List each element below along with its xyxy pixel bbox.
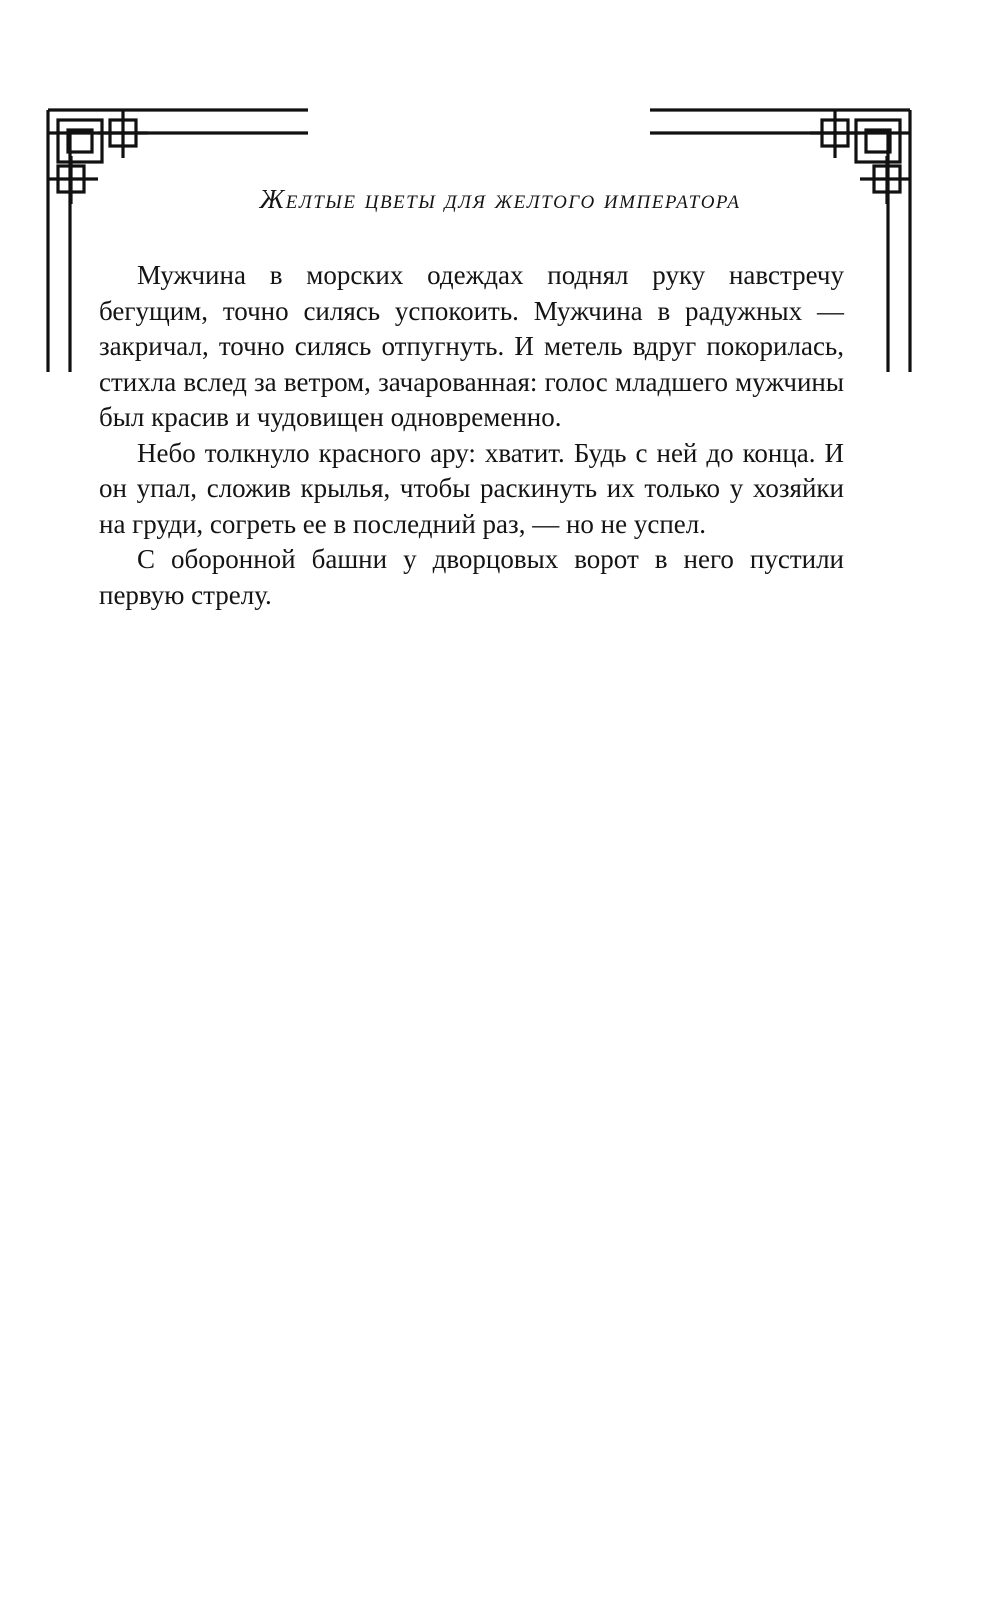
body-text [99,258,844,613]
running-title: Желтые цветы для желтого императора [259,184,741,214]
paragraph: С оборонной башни у дворцовых ворот в него пустили первую стрелу. [99,544,844,610]
paragraph: Мужчина в морских одеждах поднял руку навстречу бегущим, точно силясь успокоить. Мужчина в радужных — закричал, точно силясь отпугнуть. И метель вдруг покорилась, стихла вслед за ветром, зачарованная: голос младшего мужчины был красив и чудовищен одновременно. [99,260,844,432]
paragraph: Небо толкнуло красного ару: хватит. Будь с ней до конца. И он упал, сложив крылья, чтобы раскинуть их только у хозяйки на груди, согреть ее в последний раз, — но не успел. [99,437,844,539]
